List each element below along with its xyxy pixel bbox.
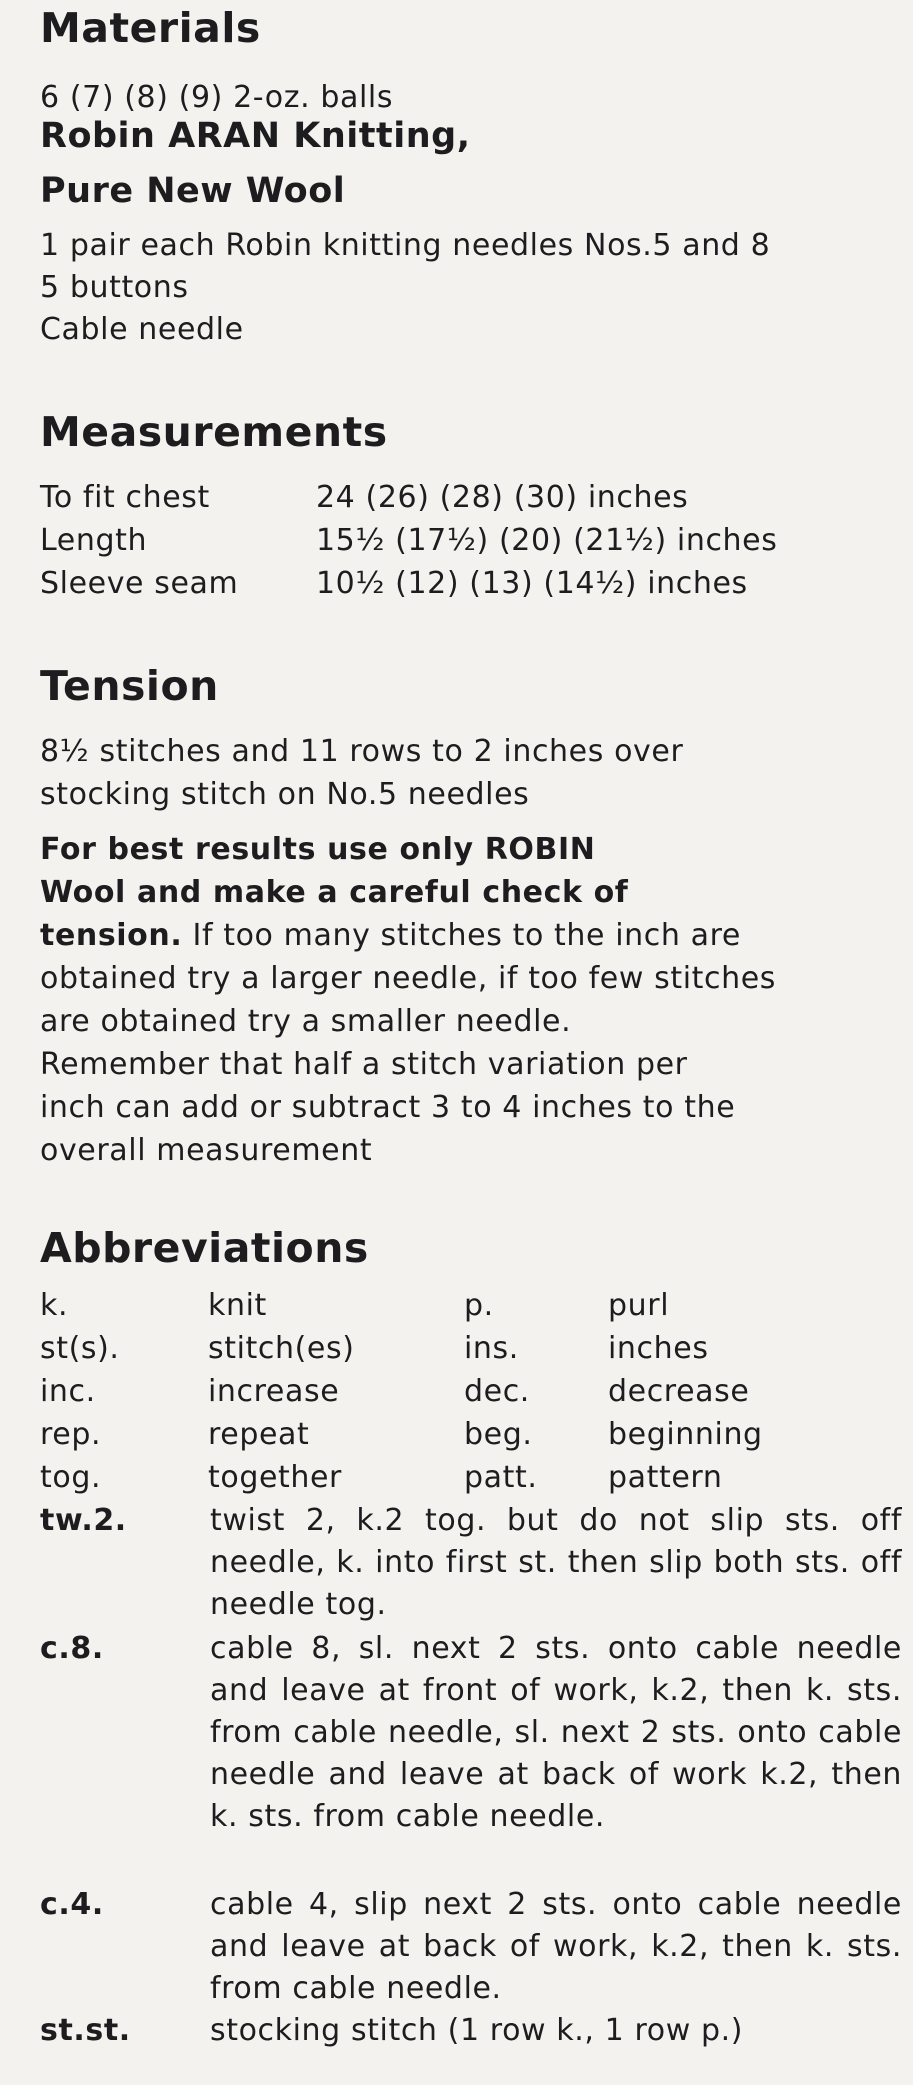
abbreviation-term: patt. [464, 1460, 538, 1495]
materials-heading: Materials [40, 4, 261, 52]
abbreviation-meaning: stitch(es) [208, 1331, 355, 1366]
abbreviation-definition: cable 8, sl. next 2 sts. onto cable needle and leave at front of work, k.2, then k. sts. from cable needle, sl. next 2 sts. onto cable needle and leave at back of work k.2, then k. sts. from cable needle. [210, 1631, 902, 1834]
abbreviation-term: tog. [40, 1460, 102, 1495]
abbreviation-key: tw.2. [40, 1503, 127, 1538]
abbreviation-meaning: repeat [208, 1417, 310, 1452]
abbreviation-term: k. [40, 1288, 69, 1323]
abbreviation-meaning: decrease [608, 1374, 750, 1409]
abbreviation-meaning: increase [208, 1374, 340, 1409]
measurement-label: Sleeve seam [40, 566, 239, 601]
tension-note-line-3 [40, 914, 741, 957]
materials-yarn-quantity: 6 (7) (8) (9) 2-oz. balls [40, 80, 394, 115]
abbreviation-term: p. [464, 1288, 494, 1323]
tension-gauge-line-2: stocking stitch on No.5 needles [40, 777, 530, 812]
abbreviation-term: dec. [464, 1374, 530, 1409]
abbreviation-key: st.st. [40, 2013, 131, 2048]
tension-heading: Tension [40, 662, 219, 710]
abbreviation-meaning: inches [608, 1331, 709, 1366]
tension-note-line-6: Remember that half a stitch variation per [40, 1047, 688, 1082]
measurement-label: Length [40, 523, 148, 558]
abbreviation-definition: stocking stitch (1 row k., 1 row p.) [210, 2013, 744, 2048]
tension-note-line-7: inch can add or subtract 3 to 4 inches to the [40, 1090, 736, 1125]
abbreviation-term: ins. [464, 1331, 519, 1366]
abbreviation-meaning: pattern [608, 1460, 723, 1495]
tension-note-bold-2: Wool and make a careful check of [40, 875, 629, 910]
abbreviation-meaning: beginning [608, 1417, 763, 1452]
tension-note-line-8: overall measurement [40, 1133, 373, 1168]
abbreviation-term: beg. [464, 1417, 533, 1452]
materials-buttons: 5 buttons [40, 270, 189, 305]
measurement-value: 15½ (17½) (20) (21½) inches [316, 523, 778, 558]
measurement-value: 24 (26) (28) (30) inches [316, 480, 689, 515]
materials-needles: 1 pair each Robin knitting needles Nos.5 and 8 [40, 228, 771, 263]
tension-note-line-4: obtained try a larger needle, if too few stitches [40, 961, 776, 996]
tension-gauge-line-1: 8½ stitches and 11 rows to 2 inches over [40, 734, 684, 769]
abbreviation-term: inc. [40, 1374, 96, 1409]
abbreviation-meaning: knit [208, 1288, 267, 1323]
abbreviations-heading: Abbreviations [40, 1224, 369, 1272]
abbreviation-key: c.4. [40, 1887, 104, 1922]
materials-brand-line-1: Robin ARAN Knitting, [40, 116, 471, 156]
abbreviation-term: rep. [40, 1417, 102, 1452]
measurement-value: 10½ (12) (13) (14½) inches [316, 566, 748, 601]
abbreviation-term: st(s). [40, 1331, 120, 1366]
abbreviation-meaning: purl [608, 1288, 670, 1323]
measurements-heading: Measurements [40, 408, 388, 456]
tension-note-bold-3: tension. [40, 918, 183, 953]
tension-note-bold-1: For best results use only ROBIN [40, 832, 596, 867]
materials-cable-needle: Cable needle [40, 312, 244, 347]
abbreviation-meaning: together [208, 1460, 342, 1495]
abbreviation-definition: twist 2, k.2 tog. but do not slip sts. off needle, k. into first st. then slip both sts. off needle tog. [210, 1503, 902, 1622]
tension-note-line-3-rest: If too many stitches to the inch are [182, 918, 741, 953]
abbreviation-definition: cable 4, slip next 2 sts. onto cable needle and leave at back of work, k.2, then k. sts. from cable needle. [210, 1887, 902, 2006]
abbreviation-key: c.8. [40, 1631, 104, 1666]
materials-brand-line-2: Pure New Wool [40, 171, 346, 211]
tension-note-line-5: are obtained try a smaller needle. [40, 1004, 572, 1039]
measurement-label: To fit chest [40, 480, 210, 515]
